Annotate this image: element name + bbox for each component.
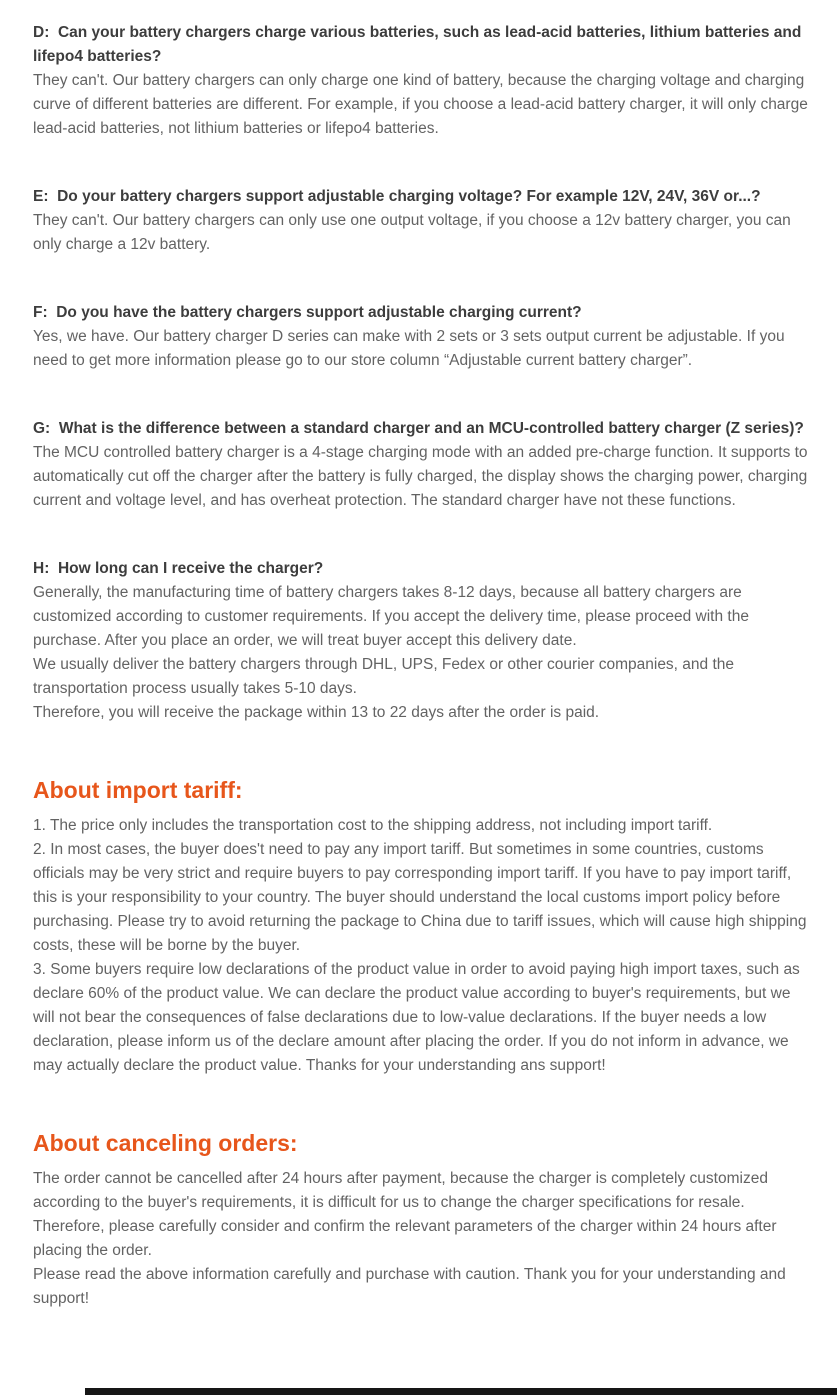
faq-answer [33, 69, 811, 141]
faq-item-f [33, 301, 811, 373]
section-paragraph: 2. In most cases, the buyer does't need to pay any import tariff. But sometimes in some countries, customs officials may be very strict and require buyers to pay corresponding import tariff. If you have to pay import tariff, this is your responsibility to your country. The buyer should understand the local customs import policy before purchasing. Please try to avoid returning the package to China due to tariff issues, which will cause high shipping costs, these will be borne by the buyer. [33, 841, 807, 954]
faq-answer-paragraph: They can't. Our battery chargers can only use one output voltage, if you choose a 12v battery charger, you can only charge a 12v battery. [33, 212, 791, 253]
section-paragraph: 3. Some buyers require low declarations of the product value in order to avoid paying high import taxes, such as declare 60% of the product value. We can declare the product value according to buyer's requirements, but we will not bear the consequences of false declarations due to low-value declarations. If the buyer needs a low declaration, please inform us of the declare amount after placing the order. If you do not inform in advance, we may actually declare the product value. Thanks for your understanding ans support! [33, 961, 800, 1074]
faq-answer [33, 581, 811, 725]
faq-answer [33, 441, 811, 513]
faq-question: D: Can your battery chargers charge various batteries, such as lead-acid batteries, lithium batteries and lifepo4 batteries? [33, 24, 806, 65]
faq-answer-paragraph: They can't. Our battery chargers can only charge one kind of battery, because the charging voltage and charging curve of different batteries are different. For example, if you choose a lead-acid battery charger, it will only charge lead-acid batteries, not lithium batteries or lifepo4 batteries. [33, 72, 808, 137]
faq-item-e [33, 185, 811, 257]
faq-item-g [33, 417, 811, 513]
faq-answer [33, 325, 811, 373]
faq-answer-paragraph: The MCU controlled battery charger is a 4-stage charging mode with an added pre-charge function. It supports to automatically cut off the charger after the battery is fully charged, the display shows the charging power, charging current and voltage level, and has overheat protection. The standard charger have not these functions. [33, 444, 808, 509]
section-canceling-orders [33, 1128, 811, 1311]
section-heading: About import tariff: [33, 777, 243, 803]
faq-answer-paragraph: Therefore, you will receive the package within 13 to 22 days after the order is paid. [33, 704, 600, 721]
section-paragraph: The order cannot be cancelled after 24 hours after payment, because the charger is completely customized according to the buyer's requirements, it is difficult for us to change the charger specifications for resale. Therefore, please carefully consider and confirm the relevant parameters of the charger within 24 hours after placing the order. [33, 1170, 777, 1259]
faq-answer [33, 209, 811, 257]
faq-answer-paragraph: Generally, the manufacturing time of battery chargers takes 8-12 days, because all battery chargers are customized according to customer requirements. If you accept the delivery time, please proceed with the purchase. After you place an order, we will treat buyer accept this delivery date. [33, 584, 749, 649]
faq-question: E: Do your battery chargers support adjustable charging voltage? For example 12V, 24V, 36V or...? [33, 188, 761, 205]
faq-question: F: Do you have the battery chargers support adjustable charging current? [33, 304, 582, 321]
faq-item-d [33, 21, 811, 141]
faq-question: G: What is the difference between a standard charger and an MCU-controlled battery charger (Z series)? [33, 420, 804, 437]
section-paragraph: 1. The price only includes the transportation cost to the shipping address, not including import tariff. [33, 817, 713, 834]
faq-item-h [33, 557, 811, 725]
next-section-top-edge [85, 1388, 837, 1395]
faq-answer-paragraph: Yes, we have. Our battery charger D series can make with 2 sets or 3 sets output current be adjustable. If you need to get more information please go to our store column “Adjustable current battery charger”. [33, 328, 785, 369]
section-import-tariff [33, 775, 811, 1078]
faq-answer-paragraph: We usually deliver the battery chargers through DHL, UPS, Fedex or other courier companies, and the transportation process usually takes 5-10 days. [33, 656, 735, 697]
section-heading: About canceling orders: [33, 1130, 298, 1156]
faq-question: H: How long can I receive the charger? [33, 560, 324, 577]
section-paragraph: Please read the above information carefully and purchase with caution. Thank you for your understanding and support! [33, 1266, 786, 1307]
